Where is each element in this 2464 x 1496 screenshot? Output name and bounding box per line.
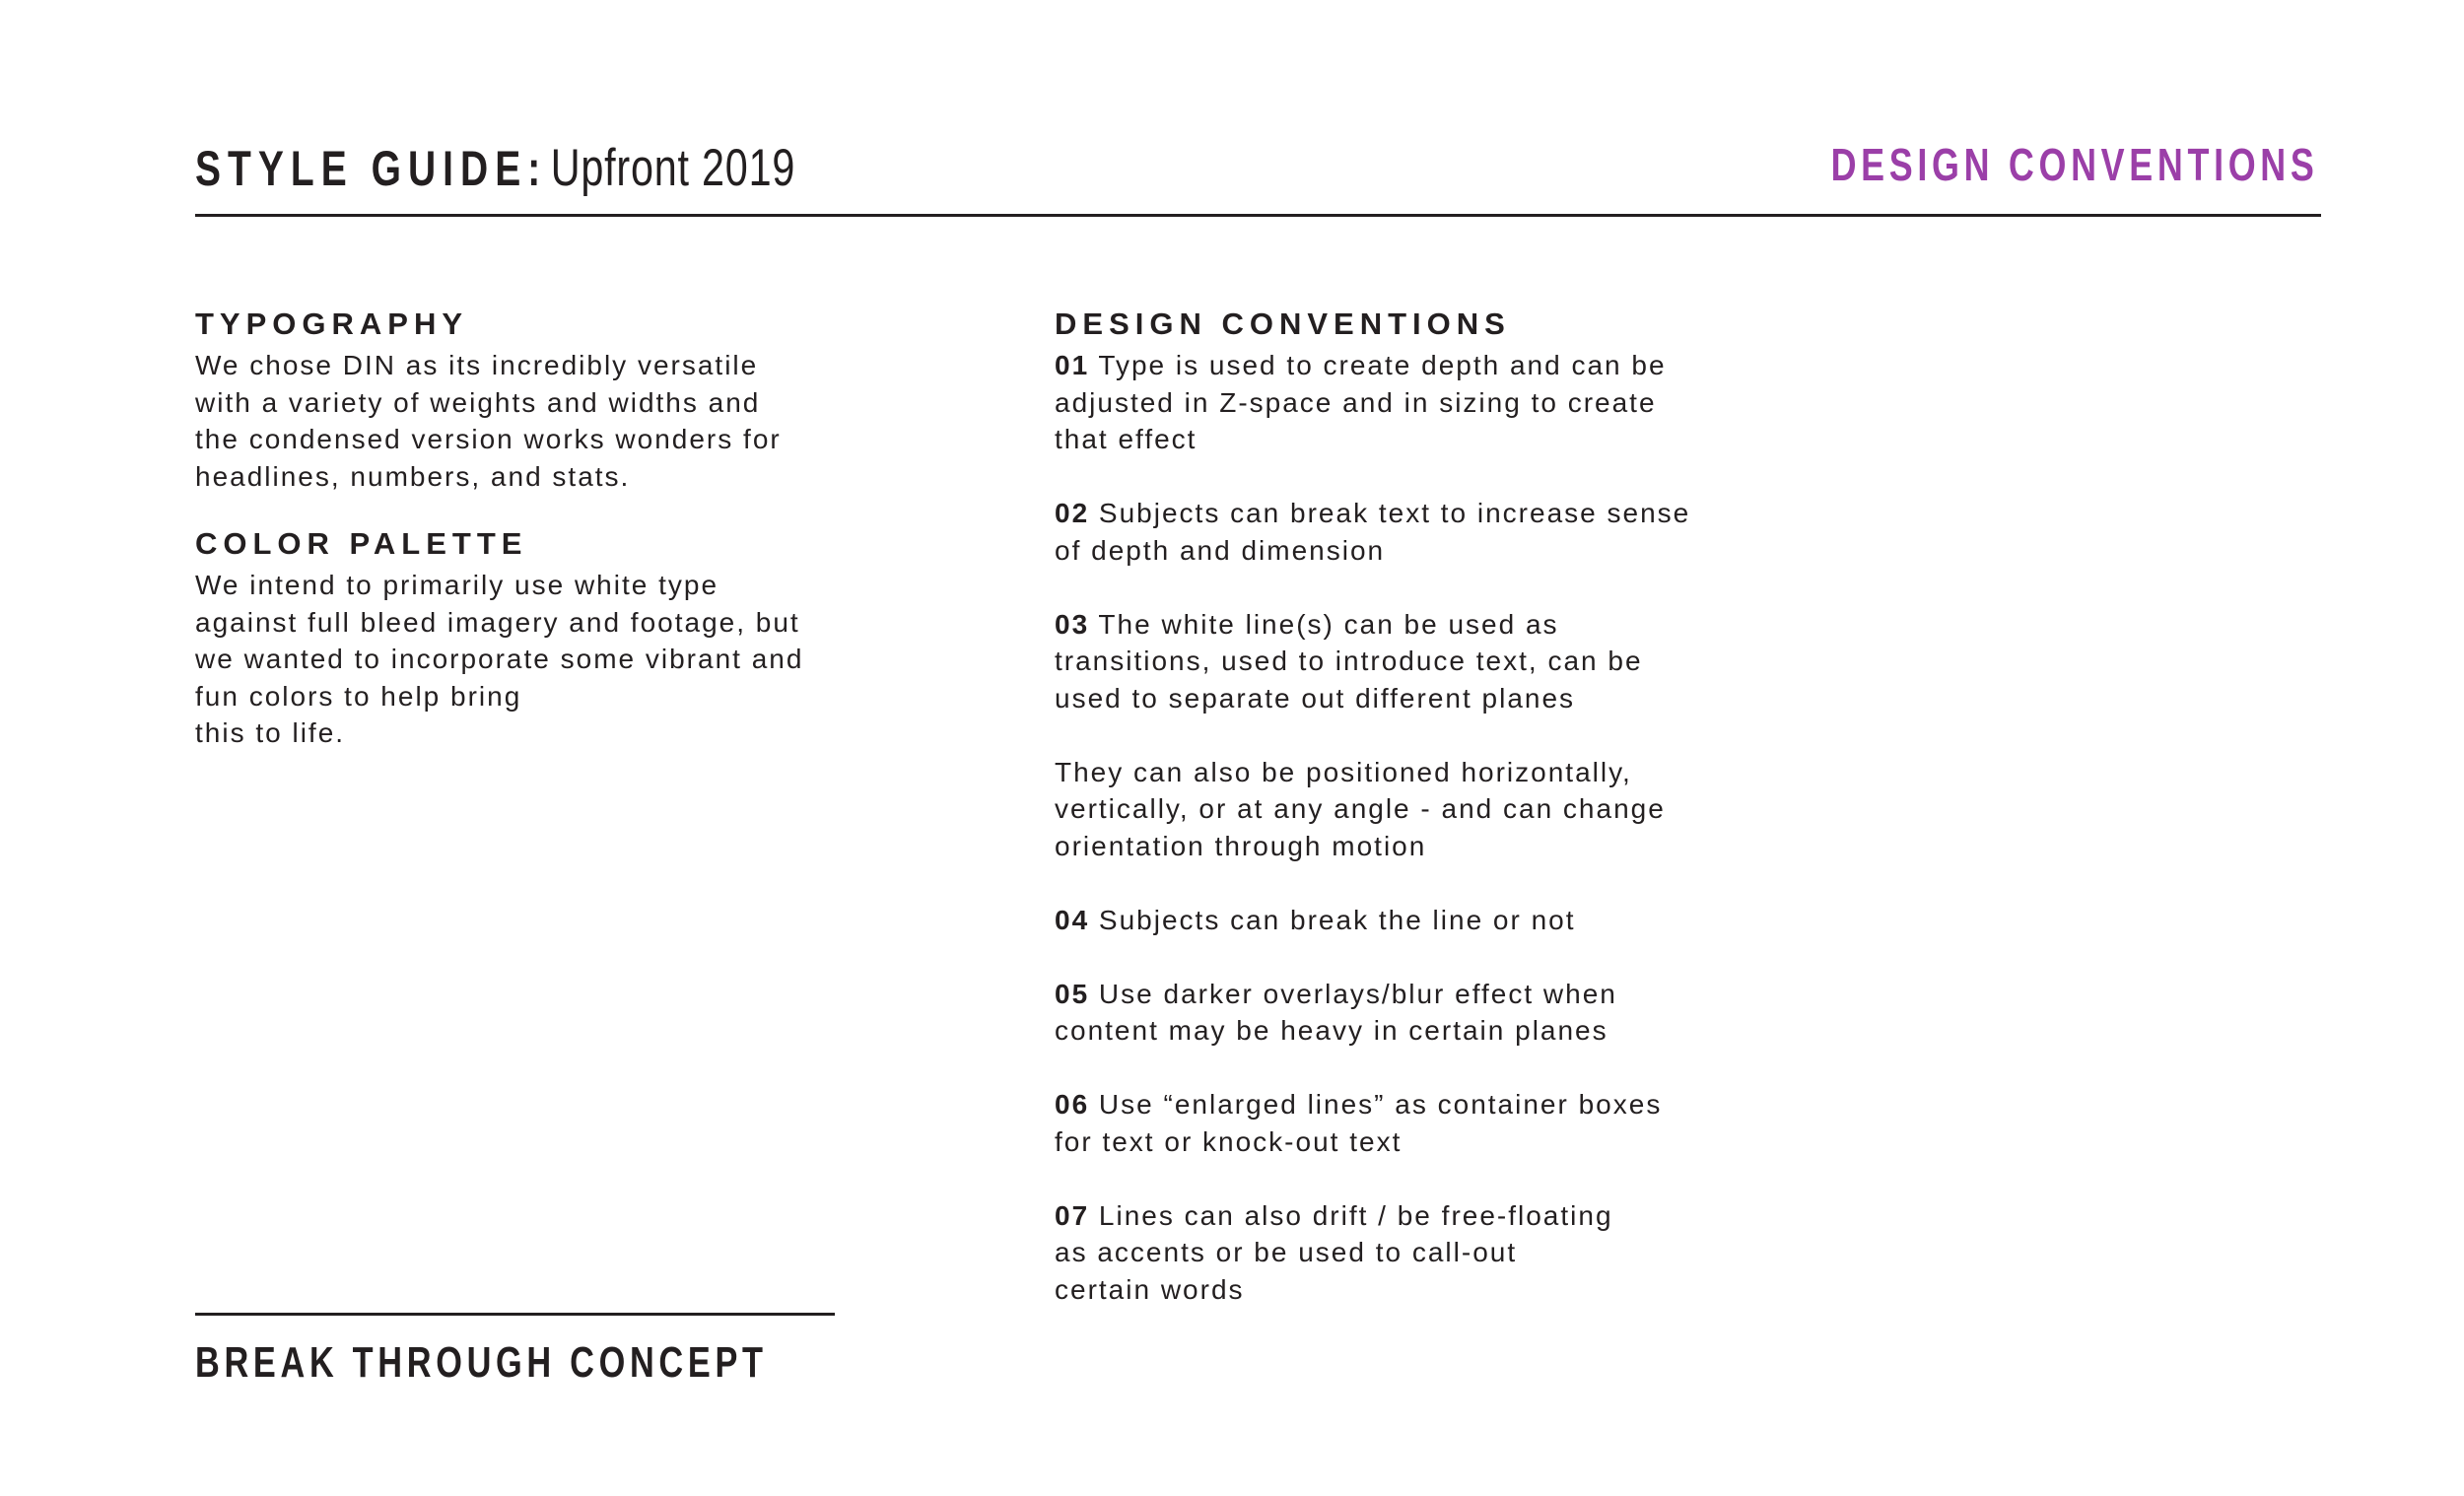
typography-body: We chose DIN as its incredibly versatile with a variety of weights and widths and the condensed version works wonders for headlines, numbers, and stats. [195, 350, 782, 492]
convention-item [1055, 606, 1843, 717]
convention-item [1055, 1086, 1843, 1160]
typography-heading: TYPOGRAPHY [195, 306, 469, 341]
convention-number: 02 [1055, 498, 1090, 528]
conventions-list [1055, 347, 1843, 1308]
convention-number: 06 [1055, 1089, 1090, 1120]
convention-item [1055, 495, 1843, 569]
footer-concept-label: BREAK THROUGH CONCEPT [195, 1338, 768, 1387]
convention-text: Lines can also drift / be free-floating as accents or be used to call-out certain words [1055, 1199, 1613, 1305]
convention-item [1055, 347, 1843, 458]
color-palette-heading: COLOR PALETTE [195, 526, 528, 561]
page-title-subject: Upfront 2019 [550, 139, 796, 197]
typography-section [195, 306, 944, 495]
convention-text: Use darker overlays/blur effect when content may be heavy in certain planes [1055, 978, 1617, 1046]
convention-number: 04 [1055, 904, 1090, 935]
convention-text: Subjects can break text to increase sense of depth and dimension [1055, 498, 1691, 566]
convention-text: Type is used to create depth and can be adjusted in Z-space and in sizing to create that effect [1055, 350, 1667, 454]
convention-number: 07 [1055, 1199, 1090, 1231]
color-palette-section [195, 525, 944, 752]
convention-number: 05 [1055, 978, 1090, 1009]
convention-item [1055, 976, 1843, 1050]
convention-number: 01 [1055, 350, 1090, 380]
convention-text: They can also be positioned horizontally, vertically, or at any angle - and can change orientation through motion [1055, 756, 1666, 861]
convention-text: Subjects can break the line or not [1089, 904, 1576, 935]
right-column [1055, 306, 1843, 1345]
design-conventions-heading: DESIGN CONVENTIONS [1055, 306, 1511, 341]
footer-divider [195, 1313, 835, 1316]
left-column [195, 306, 944, 752]
section-label: DESIGN CONVENTIONS [1831, 139, 2319, 190]
convention-item [1055, 1197, 1843, 1309]
color-palette-body: We intend to primarily use white type against full bleed imagery and footage, but we wanted to incorporate some vibrant and fun colors to help bring this to life. [195, 570, 804, 748]
convention-item [1055, 754, 1843, 865]
header-divider [195, 214, 2321, 217]
page-title-prefix: STYLE GUIDE: [195, 141, 548, 196]
convention-number: 03 [1055, 608, 1090, 640]
page-title [195, 138, 795, 197]
convention-text: Use “enlarged lines” as container boxes for text or knock-out text [1055, 1089, 1663, 1157]
convention-text: The white line(s) can be used as transitions, used to introduce text, can be used to separate out different planes [1055, 608, 1643, 714]
convention-item [1055, 902, 1843, 939]
